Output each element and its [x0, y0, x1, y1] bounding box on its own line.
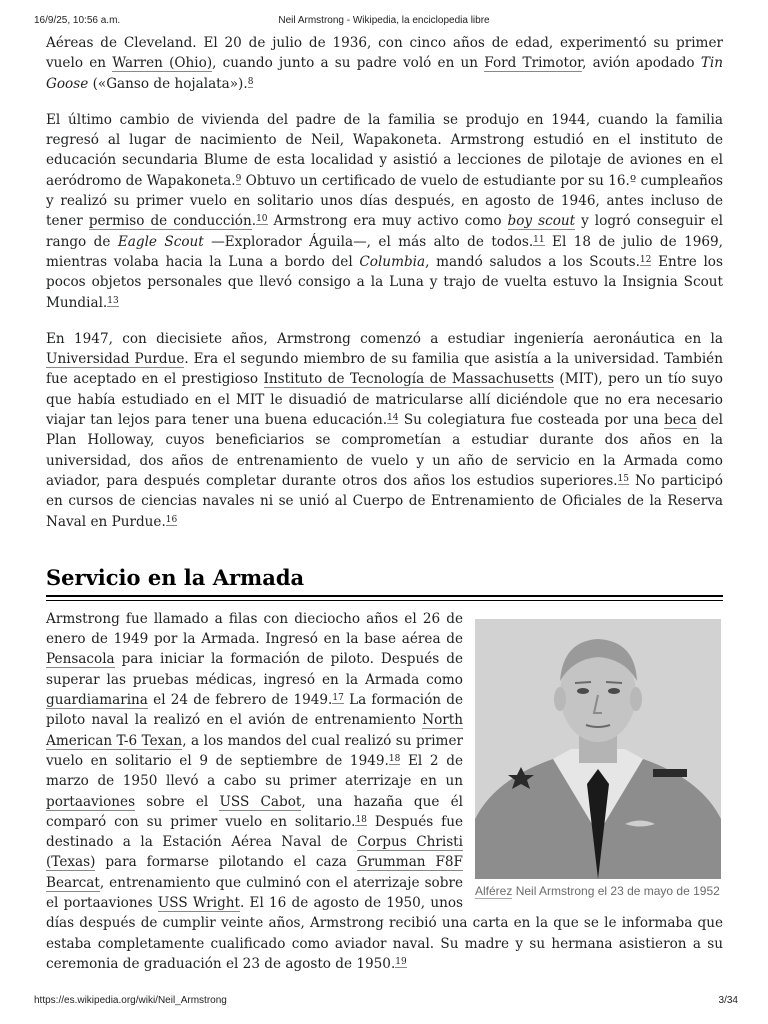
caption-text: Neil Armstrong el 23 de mayo de 1952: [512, 883, 720, 898]
wiki-link[interactable]: Grumman F8F Bearcat: [46, 854, 463, 891]
reference-marker: [389, 754, 400, 765]
reference-link[interactable]: 18: [355, 814, 367, 825]
wiki-link[interactable]: Ford Trimotor: [484, 55, 583, 72]
reference-link[interactable]: 14: [387, 413, 399, 424]
wiki-link[interactable]: Warren (Ohio): [112, 55, 213, 72]
reference-link[interactable]: 10: [256, 214, 268, 225]
italic-term: Eagle Scout: [117, 233, 204, 250]
print-datetime: 16/9/25, 10:56 a.m.: [34, 15, 121, 26]
reference-marker: [332, 693, 343, 704]
reference-marker: [387, 413, 398, 424]
article-content: [46, 33, 723, 990]
reference-marker: [618, 474, 629, 485]
reference-link[interactable]: 12: [639, 254, 652, 265]
paragraph-wapakoneta: El último cambio de vivienda del padre de la familia se produjo en 1944, cuando la familia regresó al lugar de nacimiento de Neil, Wapakoneta. Armstrong estudió en el instituto de educación secundaria Blume de esta localidad y asistió a lecciones de pilotaje de aviones en el aeródromo de Wapakoneta.$^9$ Obtuvo un certificado de vuelo de estudiante por su 16.º cumpleaños y realizó su primer vuelo en solitario unos días después, en agosto de 1946, antes incluso de tener permiso de conducción.$^{10}$ Armstrong era muy activo como boy scout y logró conseguir el rango de Eagle Scout —Explorador Águila—, el más alto de todos.$^{11}$ El 18 de julio de 1969, mientras volaba hacia la Luna a bordo del Columbia, mandó saludos a los Scouts.$^{12}$ Entre los pocos objetos personales que llevó consigo a la Luna y trajo de vuelta estuvo la Insignia Scout Mundial.$^{13}$: [46, 111, 723, 311]
portrait-image: [475, 619, 721, 879]
wiki-link[interactable]: boy scout: [507, 213, 576, 230]
paragraph-navy-service: Armstrong fue llamado a filas con dieciocho años el 26 de enero de 1949 por la Armada. Ingresó en la base aérea de Pensacola para iniciar la formación de piloto. Después de superar las pruebas médicas, ingresó en la Armada como guardiamarina el 24 de febrero de 1949.17 La formación de piloto naval la realizó en el avión de entrenamiento North American T-6 Texan, a los mandos del cual realizó su primer vuelo en solitario el 9 de septiembre de 1949.18 El 2 de marzo de 1950 llevó a cabo su primer aterrizaje en un portaaviones sobre el USS Cabot, una hazaña que él comparó con su primer vuelo en solitario.$^{18}$ Después fue destinado a la Estación Aérea Naval de Corpus Christi (Texas) para formarse pilotando el caza Grumman F8F Bearcat, entrenamiento que culminó con el aterrizaje sobre el portaaviones USS Wright. El 16 de agosto de 1950, unos días después de cumplir veinte años, Armstrong recibió una carta en la que se le informaba que estaba completamente cualificado como aviador naval. Su madre y su hermana asistieron a su ceremonia de graduación el 23 de agosto de 1950.19: [46, 610, 723, 972]
wiki-link[interactable]: Pensacola: [46, 651, 115, 668]
heading-double-rule: [46, 600, 723, 601]
caption-link-alferez[interactable]: Alférez: [475, 883, 513, 898]
reference-link[interactable]: 11: [533, 234, 545, 245]
reference-marker: [395, 957, 406, 968]
reference-link[interactable]: 13: [107, 295, 119, 306]
wiki-link[interactable]: beca: [664, 412, 697, 429]
wiki-link[interactable]: Universidad Purdue: [46, 351, 185, 368]
reference-marker: [166, 515, 177, 526]
reference-marker: [236, 174, 242, 185]
reference-marker: [533, 235, 544, 246]
wiki-link[interactable]: permiso de conducción: [88, 213, 252, 230]
reference-marker: [640, 255, 651, 266]
portrait-figure: [475, 619, 721, 899]
wiki-link[interactable]: USS Cabot: [219, 793, 302, 810]
paragraph-purdue: En 1947, con diecisiete años, Armstrong comenzó a estudiar ingeniería aeronáutica en la Universidad Purdue. Era el segundo miembro de su familia que asistía a la universidad. También fue aceptado en el prestigioso Instituto de Tecnología de Massachusetts (MIT), pero un tío suyo que había estudiado en el MIT le disuadió de matricularse allí diciéndole que no era necesario viajar tan lejos para tener una buena educación.$^{14}$ Su colegiatura fue costeada por una beca del Plan Holloway, cuyos beneficiarios se comprometían a estudiar durante dos años en la universidad, dos años de entrenamiento de vuelo y un año de servicio en la Armada como aviador, para después completar durante otros dos años los estudios superiores.$^{15}$ No participó en cursos de ciencias navales ni se unió al Cuerpo de Entrenamiento de Oficiales de la Reserva Naval en Purdue.$^{16}$: [46, 330, 723, 530]
reference-link[interactable]: 9: [235, 173, 242, 184]
wiki-link[interactable]: Corpus Christi (Texas): [46, 834, 463, 871]
portrait-caption: [475, 883, 721, 899]
wiki-link[interactable]: Instituto de Tecnología de Massachusetts: [263, 371, 554, 388]
portrait-photo[interactable]: [475, 619, 721, 879]
print-page-title: Neil Armstrong - Wikipedia, la enciclopedia libre: [278, 15, 490, 26]
italic-term: Columbia: [359, 253, 426, 270]
print-page-number: 3/34: [718, 995, 738, 1006]
wiki-link[interactable]: guardiamarina: [46, 692, 148, 709]
wiki-link[interactable]: USS Wright: [157, 894, 241, 911]
print-header: [0, 15, 768, 31]
reference-link[interactable]: 19: [395, 956, 407, 967]
wiki-link[interactable]: portaaviones: [46, 793, 136, 810]
reference-link[interactable]: 17: [332, 693, 344, 704]
reference-link[interactable]: 16: [165, 514, 178, 525]
print-url: https://es.wikipedia.org/wiki/Neil_Armstrong: [34, 995, 227, 1006]
wiki-link[interactable]: North American T-6 Texan: [46, 712, 463, 749]
reference-marker: [256, 214, 267, 225]
reference-marker: [248, 77, 254, 88]
italic-term: Tin Goose: [46, 55, 723, 92]
reference-marker: [355, 815, 366, 826]
paragraph-first-flight: Aéreas de Cleveland. El 20 de julio de 1936, con cinco años de edad, experimentó su primer vuelo en Warren (Ohio), cuando junto a su padre voló en un Ford Trimotor, avión apodado Tin Goose («Ganso de hojalata»).$^8$: [46, 35, 723, 92]
reference-link[interactable]: 18: [388, 753, 401, 764]
reference-link[interactable]: 8: [247, 76, 254, 87]
section-heading: Servicio en la Armada: [46, 564, 723, 597]
reference-link[interactable]: 15: [617, 473, 629, 484]
reference-marker: [107, 296, 118, 307]
